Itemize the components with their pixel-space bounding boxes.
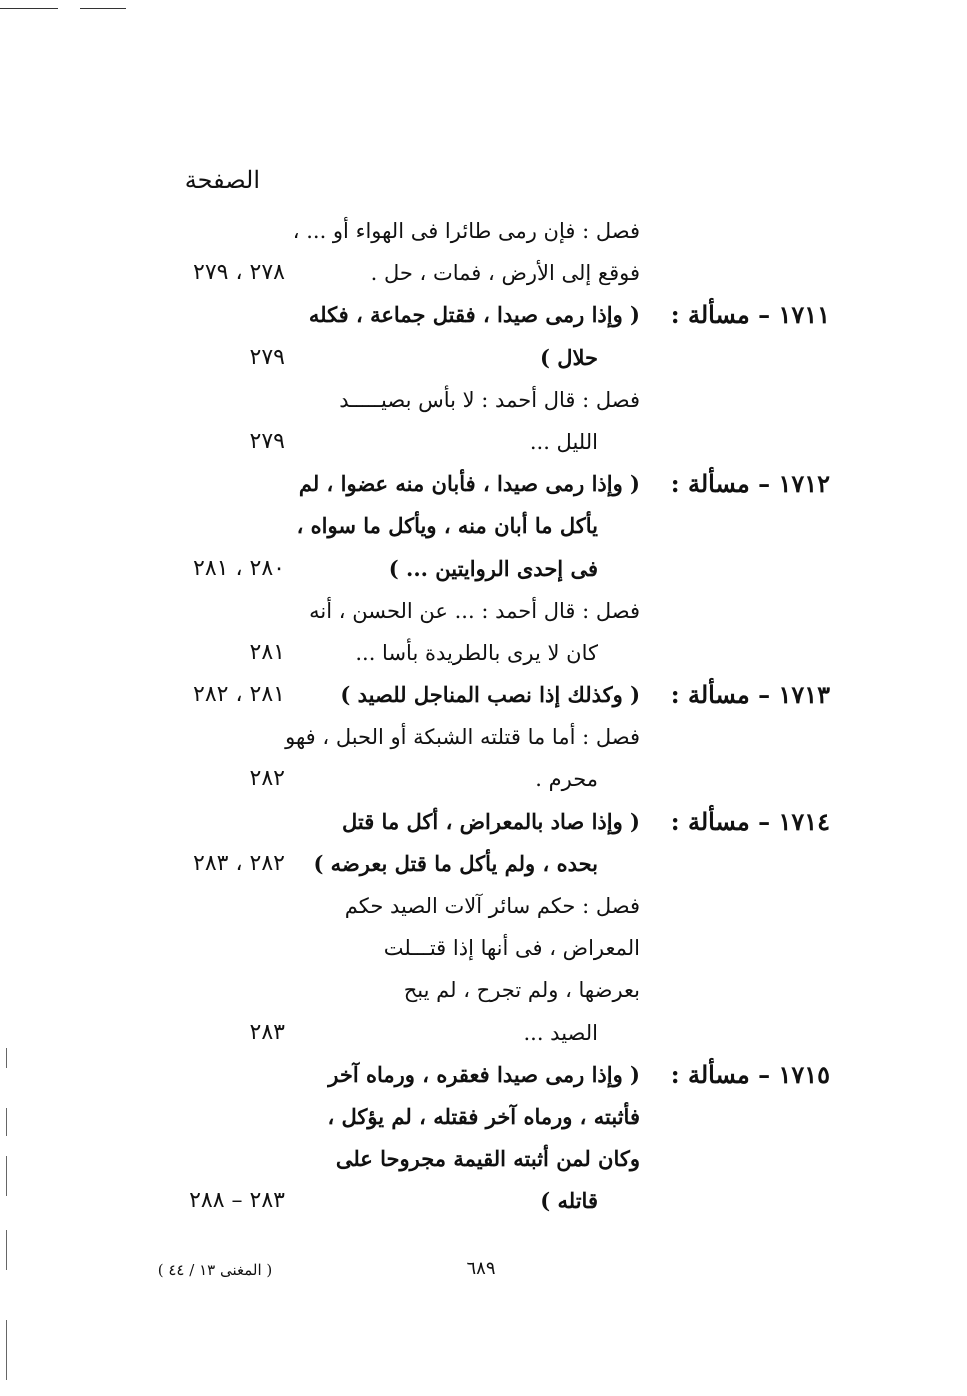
page-number: ٦٨٩ bbox=[466, 1258, 496, 1279]
entry-text: ( وإذا رمى صيدا فعقره ، ورماه آخر bbox=[328, 1061, 640, 1087]
index-row bbox=[140, 590, 830, 632]
entry-text: المعراض ، فى أنها إذا قتـــلت bbox=[383, 936, 640, 961]
entry-text: فى إحدى الروايتين ... ) bbox=[388, 555, 598, 581]
entry-page: ٢٨١ bbox=[249, 639, 285, 665]
entry-label: ١٧١٤ – مسألة : bbox=[670, 806, 830, 836]
entry-text: ( وإذا رمى صيدا ، فأبان منه عضوا ، لم bbox=[298, 471, 640, 497]
index-row bbox=[140, 674, 830, 716]
entry-text: حلال ) bbox=[539, 344, 598, 370]
entry-label: ١٧١١ – مسألة : bbox=[670, 300, 830, 330]
entry-text: فصل : أما ما قتلته الشبكة أو الحبل ، فهو bbox=[285, 725, 640, 750]
margin-line bbox=[6, 1156, 7, 1196]
entry-page: ٢٨٢ bbox=[249, 766, 285, 792]
index-row bbox=[140, 1096, 830, 1138]
index-row bbox=[140, 801, 830, 843]
index-row bbox=[140, 843, 830, 885]
margin-line bbox=[6, 1108, 7, 1136]
volume-reference: ( المغنى ١٣ / ٤٤ ) bbox=[157, 1261, 273, 1279]
entry-text: بحده ، ولم يأكل ما قتل بعرضه ) bbox=[313, 850, 598, 876]
margin-line bbox=[6, 1320, 7, 1380]
index-entries bbox=[140, 210, 830, 1223]
entry-page: ٢٨١ ، ٢٨٢ bbox=[193, 682, 285, 708]
index-row bbox=[140, 1012, 830, 1054]
entry-page: ٢٨٣ – ٢٨٨ bbox=[189, 1188, 285, 1214]
entry-page: ٢٧٩ bbox=[249, 428, 285, 454]
entry-label: ١٧١٣ – مسألة : bbox=[670, 680, 830, 710]
entry-text: الليل ... bbox=[529, 429, 598, 454]
entry-text: فصل : قال أحمد : لا بأس بصيـــــد bbox=[339, 387, 640, 412]
entry-label: ١٧١٢ – مسألة : bbox=[670, 469, 830, 499]
entry-page: ٢٨٣ bbox=[249, 1019, 285, 1045]
margin-line bbox=[6, 1048, 7, 1068]
entry-page: ٢٨٠ ، ٢٨١ bbox=[193, 555, 285, 581]
entry-text: فصل : حكم سائر آلات الصيد حكم bbox=[344, 894, 640, 918]
index-row bbox=[140, 294, 830, 336]
index-row bbox=[140, 252, 830, 294]
entry-text: فأثبته ، ورماه آخر فقتله ، لم يؤكل ، bbox=[327, 1103, 640, 1129]
entry-text: كان لا يرى بالطريدة بأسا ... bbox=[355, 640, 598, 665]
index-row bbox=[140, 548, 830, 590]
index-row bbox=[140, 969, 830, 1011]
index-row bbox=[140, 505, 830, 547]
entry-text: فصل : فإن رمى طائرا فى الهواء أو ... ، bbox=[292, 219, 640, 243]
index-row bbox=[140, 463, 830, 505]
entry-text: فوقع إلى الأرض ، فمات ، حل . bbox=[370, 261, 640, 286]
index-row bbox=[140, 716, 830, 758]
index-row bbox=[140, 379, 830, 421]
entry-label: ١٧١٥ – مسألة : bbox=[670, 1059, 830, 1089]
entry-text: قاتله ) bbox=[540, 1188, 598, 1214]
entry-text: ( وإذا رمى صيدا ، فقتل جماعة ، فكله bbox=[308, 302, 640, 328]
index-row bbox=[140, 632, 830, 674]
entry-text: الصيد ... bbox=[523, 1020, 598, 1045]
index-row bbox=[140, 1054, 830, 1096]
entry-text: فصل : قال أحمد : ... عن الحسن ، أنه bbox=[309, 598, 640, 623]
entry-page: ٢٧٨ ، ٢٧٩ bbox=[193, 260, 285, 286]
entry-text: وكان لمن أثبته القيمة مجروحا على bbox=[335, 1146, 640, 1172]
entry-text: يأكل ما أبان منه ، ويأكل ما سواه ، bbox=[296, 513, 598, 539]
entry-text: محرم . bbox=[535, 767, 598, 792]
top-rule-left bbox=[0, 8, 58, 9]
page-column-header: الصفحة bbox=[184, 166, 260, 194]
margin-line bbox=[6, 1230, 7, 1270]
index-row bbox=[140, 758, 830, 800]
entry-page: ٢٧٩ bbox=[249, 344, 285, 370]
index-row bbox=[140, 337, 830, 379]
index-row bbox=[140, 927, 830, 969]
entry-text: ( وإذا صاد بالمعراض ، أكل ما قتل bbox=[341, 808, 640, 834]
index-row bbox=[140, 885, 830, 927]
entry-text: بعرضها ، ولم تجرح ، لم يبح bbox=[403, 978, 640, 1003]
top-rule-right bbox=[80, 8, 126, 9]
index-row bbox=[140, 421, 830, 463]
entry-page: ٢٨٢ ، ٢٨٣ bbox=[193, 850, 285, 876]
entry-text: ( وكذلك إذا نصب المناجل للصيد ) bbox=[340, 682, 640, 708]
index-row bbox=[140, 210, 830, 252]
index-row bbox=[140, 1138, 830, 1180]
index-row bbox=[140, 1180, 830, 1222]
